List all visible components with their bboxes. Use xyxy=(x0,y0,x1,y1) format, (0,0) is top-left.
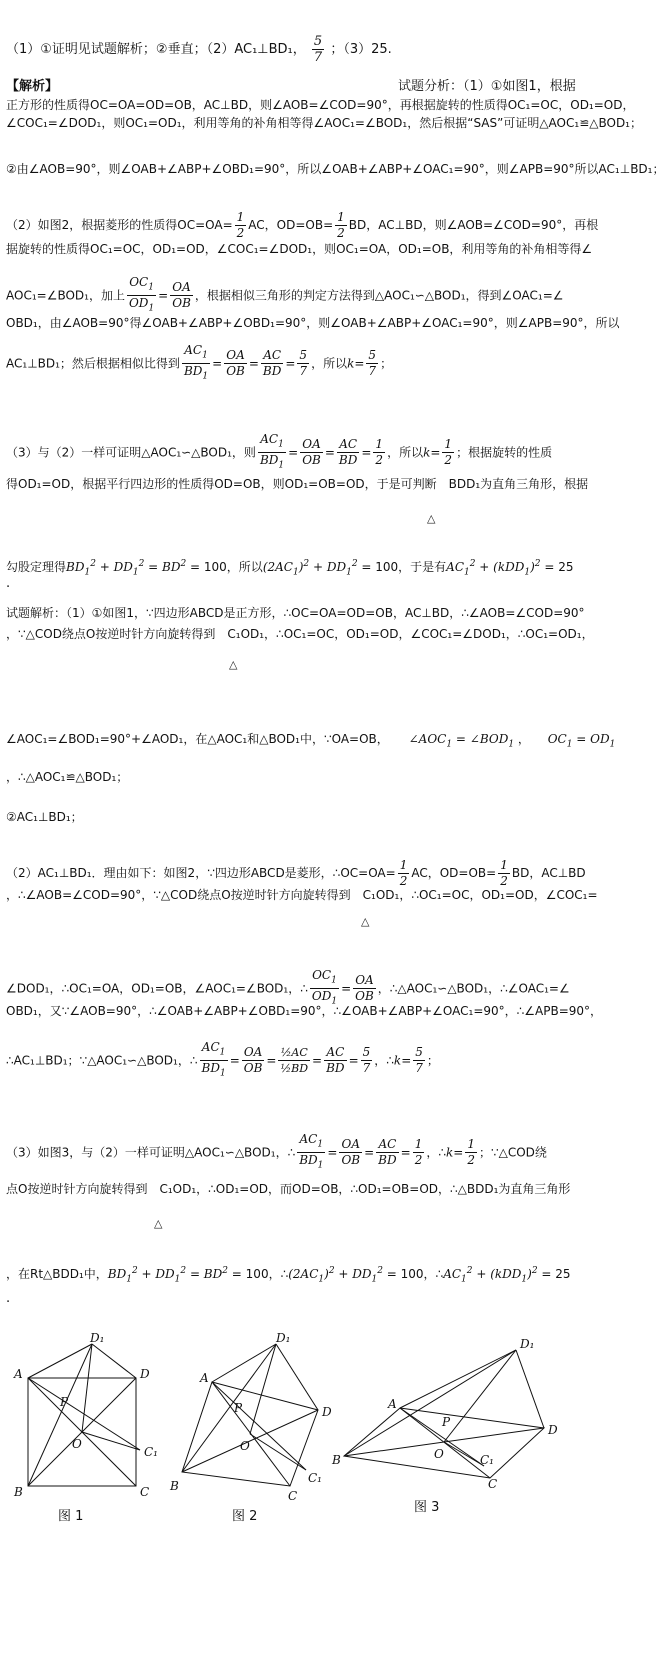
analysis-s3-line3: 勾股定理得$BD_1^2 + DD_1^2 = BD^2 = 100$，所以$(2AC_1)^2 + DD_1^2 = 100$，于是有$AC_1^2 + (kDD_1)^2 = 25$ xyxy=(6,559,574,578)
s2-text-b: AC，OD=OB= xyxy=(248,218,334,232)
caption-figure-3: 图 3 xyxy=(414,1500,440,1515)
solution2-l2: ，∴∠AOB=∠COD=90°，∵△COD绕点O按逆时针方向旋转得到 C₁OD₁，∴OC₁=OC，OD₁=OD，∠COC₁= xyxy=(6,888,598,902)
label-a: A xyxy=(388,1397,397,1411)
label-d: D xyxy=(140,1367,150,1381)
label-o: O xyxy=(434,1447,444,1461)
answer-line xyxy=(6,34,626,65)
sol3-text-a: （3）如图3，与（2）一样可证明△AOC₁∽△BOD₁，∴ xyxy=(6,1145,296,1160)
sol2-l3-text-b: ，∴△AOC₁∽△BOD₁，∴∠OAC₁=∠ xyxy=(377,981,570,996)
solution3-l2: 点O按逆时针方向旋转得到 C₁OD₁，∴OD₁=OD，而OD=OB，∴OD₁=OB=OD，∴△BDD₁为直角三角形 xyxy=(6,1182,571,1196)
analysis-s2-line4: OBD₁，由∠AOB=90°得∠OAB+∠ABP+∠OBD₁=90°，则∠OAB+∠ABP+∠OAC₁=90°，则∠APB=90°，所以 xyxy=(6,316,620,330)
caption-figure-1: 图 1 xyxy=(58,1509,84,1524)
solution-l5: ②AC₁⊥BD₁； xyxy=(6,810,83,824)
label-d: D xyxy=(322,1405,332,1419)
label-d1: D₁ xyxy=(276,1331,291,1345)
analysis-p3: ②由∠AOB=90°，则∠OAB+∠ABP+∠OBD₁=90°，所以∠OAB+∠ABP+∠OAC₁=90°，则∠APB=90°所以AC₁⊥BD₁； xyxy=(6,162,664,176)
solution3-l1: （3）如图3，与（2）一样可证明△AOC₁∽△BOD₁，∴ $\frac{AC_1}{BD_1}$ = $\frac{OA}{OB}$ = $\frac{AC}{BD}$ = $\frac{1}{2}$ ，∴k= $\frac{1}{2}$ ；∵△COD绕 xyxy=(6,1132,547,1171)
sol3-l3-text-a: ，在Rt△BDD₁中， xyxy=(6,1267,108,1281)
answer-fraction: $\frac{5}{7}$ xyxy=(313,34,323,65)
s2-text-c: BD，AC⊥BD，则∠AOB=∠COD=90°，再根 xyxy=(348,218,599,232)
analysis-p1: 正方形的性质得OC=OA=OD=OB，AC⊥BD，则∠AOB=∠COD=90°，再根据旋转的性质得OC₁=OC，OD₁=OD， xyxy=(6,98,635,112)
sol3-text-c: ；∵△COD绕 xyxy=(478,1145,547,1160)
s2-text-a: （2）如图2，根据菱形的性质得OC=OA= xyxy=(6,218,233,232)
half-fraction: $\frac{1}{2}$ xyxy=(337,210,345,240)
sol3-l3-text-c: ，∴ xyxy=(423,1267,444,1281)
label-d1: D₁ xyxy=(90,1331,105,1345)
analysis-s3-line1: （3）与（2）一样可证明△AOC₁∽△BOD₁，则 $\frac{AC_1}{BD_1}$ = $\frac{OA}{OB}$ = $\frac{AC}{BD}$ = $\frac{1}{2}$ ，所以k= $\frac{1}{2}$ ；根据旋转的性质 xyxy=(6,432,553,471)
label-c: C xyxy=(140,1485,150,1499)
sol2-text-c: BD，AC⊥BD xyxy=(511,866,586,880)
analysis-s2-line5: AC₁⊥BD₁；然后根据相似比得到 $\frac{AC_1}{BD_1}$ = $\frac{OA}{OB}$ = $\frac{AC}{BD}$ = $\frac{5}{7}$ ，所以k= $\frac{5}{7}$ ； xyxy=(6,343,393,382)
solution-l3-text: ∠AOC₁=∠BOD₁=90°+∠AOD₁，在△AOC₁和△BOD₁中，∵OA=OB， xyxy=(6,732,389,746)
sol2-text-b: AC，OD=OB= xyxy=(411,866,497,880)
oc1-od1-fraction: $\frac{OC_1}{OD_1}$ xyxy=(128,275,155,314)
label-o: O xyxy=(72,1437,82,1451)
period: . xyxy=(6,1291,11,1306)
figure-1 xyxy=(10,1330,170,1500)
sol2-l5-text-a: ∴AC₁⊥BD₁；∵△AOC₁∽△BOD₁，∴ xyxy=(6,1053,198,1068)
s3-l3-text-b: ，所以 xyxy=(226,560,263,574)
label-b: B xyxy=(170,1479,179,1493)
label-a: A xyxy=(14,1367,23,1381)
label-c: C xyxy=(288,1489,298,1503)
sol2-text-a: （2）AC₁⊥BD₁．理由如下：如图2，∵四边形ABCD是菱形，∴OC=OA= xyxy=(6,866,396,880)
s3-text-c: ；根据旋转的性质 xyxy=(456,445,553,460)
label-p: P xyxy=(442,1415,451,1429)
answer-tail: ；（3）25. xyxy=(330,42,392,57)
solution-l3: ∠AOC₁=∠BOD₁=90°+∠AOD₁，在△AOC₁和△BOD₁中，∵OA=OB， $\angle AOC_1$ = $\angle BOD_1$ ， $OC_1 = OD_1$ xyxy=(6,732,616,750)
half-fraction: $\frac{1}{2}$ xyxy=(236,210,245,240)
solution-l1: 试题解析：（1）①如图1，∵四边形ABCD是正方形，∴OC=OA=OD=OB，AC⊥BD，∴∠AOB=∠COD=90° xyxy=(6,606,585,620)
label-d1: D₁ xyxy=(520,1337,535,1351)
caption-figure-2: 图 2 xyxy=(232,1509,258,1524)
label-p: P xyxy=(234,1401,243,1415)
label-c1: C₁ xyxy=(308,1471,322,1485)
s3-l3-text-a: 勾股定理得 xyxy=(6,560,67,574)
solution3-l3: ，在Rt△BDD₁中，$BD_1^2 + DD_1^2 = BD^2 = 100$，$\therefore(2AC_1)^2 + DD_1^2 = 100$，$\therefore AC_1^2 + (kDD_1)^2 = 25$ xyxy=(6,1266,571,1285)
oa-ob-fraction: $\frac{OA}{OB}$ xyxy=(172,280,191,311)
sol2-l3-text-a: ∠DOD₁，∴OC₁=OA，OD₁=OB，∠AOC₁=∠BOD₁，∴ xyxy=(6,981,308,996)
solution2-l4: OBD₁，又∵∠AOB=90°，∴∠OAB+∠ABP+∠OBD₁=90°，∴∠OAB+∠ABP+∠OAC₁=90°，∴∠APB=90°， xyxy=(6,1004,603,1018)
sol3-l3-text-b: ，∴ xyxy=(268,1267,289,1281)
label-c1: C₁ xyxy=(144,1445,158,1459)
analysis-head-line xyxy=(6,78,626,96)
answer-text: （1）①证明见试题解析；②垂直；（2）AC₁⊥BD₁， xyxy=(6,42,306,57)
solution2-l3: ∠DOD₁，∴OC₁=OA，OD₁=OB，∠AOC₁=∠BOD₁，∴ $\frac{OC_1}{OD_1}$ = $\frac{OA}{OB}$ ，∴△AOC₁∽△BOD₁，∴∠OAC₁=∠ xyxy=(6,968,570,1007)
analysis-s2-line3: AOC₁=∠BOD₁，加上 $\frac{OC_1}{OD_1}$ = $\frac{OA}{OB}$ ，根据相似三角形的判定方法得到△AOC₁∽△BOD₁，得到∠OAC₁=∠ xyxy=(6,275,626,317)
s3-text-a: （3）与（2）一样可证明△AOC₁∽△BOD₁，则 xyxy=(6,445,256,460)
label-a: A xyxy=(200,1371,209,1385)
label-b: B xyxy=(332,1453,341,1467)
s2-l3-text-b: ，根据相似三角形的判定方法得到△AOC₁∽△BOD₁，得到∠OAC₁=∠ xyxy=(194,288,564,303)
s3-l3-text-c: ，于是有 xyxy=(398,560,447,574)
solution2-l1: （2）AC₁⊥BD₁．理由如下：如图2，∵四边形ABCD是菱形，∴OC=OA= $\frac{1}{2}$ AC，OD=OB= $\frac{1}{2}$ BD，AC⊥BD xyxy=(6,858,586,888)
sol2-l5-text-b: ，∴ xyxy=(374,1053,394,1068)
figure-2 xyxy=(170,1326,330,1501)
triangle-symbol: △ xyxy=(361,915,370,928)
analysis-s3-line2: 得OD₁=OD，根据平行四边形的性质得OD=OB，则OD₁=OB=OD，于是可判断 BDD₁为直角三角形，根据 xyxy=(6,477,589,491)
label-c1: C₁ xyxy=(480,1453,494,1467)
s2-l5-text-b: ，所以 xyxy=(311,356,348,371)
period: . xyxy=(6,576,11,591)
figure-3 xyxy=(330,1330,570,1490)
analysis-p2: ∠COC₁=∠DOD₁，则OC₁=OD₁，利用等角的补角相等得∠AOC₁=∠BOD₁，然后根据“SAS”可证明△AOC₁≌△BOD₁； xyxy=(6,116,642,130)
triangle-symbol: △ xyxy=(229,658,238,671)
analysis-s2-line2: 据旋转的性质得OC₁=OC，OD₁=OD，∠COC₁=∠DOD₁，则OC₁=OA，OD₁=OB，利用等角的补角相等得∠ xyxy=(6,242,593,256)
sol3-text-b: ，∴ xyxy=(426,1145,446,1160)
label-c: C xyxy=(488,1477,498,1491)
analysis-s2-line1 xyxy=(6,210,626,241)
solution-l4: ，∴△AOC₁≌△BOD₁； xyxy=(6,770,129,784)
solution2-l5: ∴AC₁⊥BD₁；∵△AOC₁∽△BOD₁，∴ $\frac{AC_1}{BD_1}$ = $\frac{OA}{OB}$ = $\frac{\text{½AC}}{\text{½BD}}$ = $\frac{AC}{BD}$ = $\frac{5}{7}$ ，∴k= $\frac{5}{7}$ ； xyxy=(6,1040,439,1079)
label-b: B xyxy=(14,1485,23,1499)
label-o: O xyxy=(240,1439,250,1453)
triangle-symbol: △ xyxy=(427,512,436,525)
triangle-symbol: △ xyxy=(154,1217,163,1230)
analysis-intro: 试题分析：（1）①如图1，根据 xyxy=(398,79,576,94)
analysis-heading: 【解析】 xyxy=(6,79,59,94)
s3-text-b: ，所以 xyxy=(387,445,424,460)
s2-l5-text-a: AC₁⊥BD₁；然后根据相似比得到 xyxy=(6,356,180,371)
label-d: D xyxy=(548,1423,558,1437)
s2-l3-text-a: AOC₁=∠BOD₁，加上 xyxy=(6,288,125,303)
label-p: P xyxy=(60,1395,69,1409)
solution-l2: ，∵△COD绕点O按逆时针方向旋转得到 C₁OD₁，∴OC₁=OC，OD₁=OD，∠COC₁=∠DOD₁，∴OC₁=OD₁， xyxy=(6,627,594,641)
